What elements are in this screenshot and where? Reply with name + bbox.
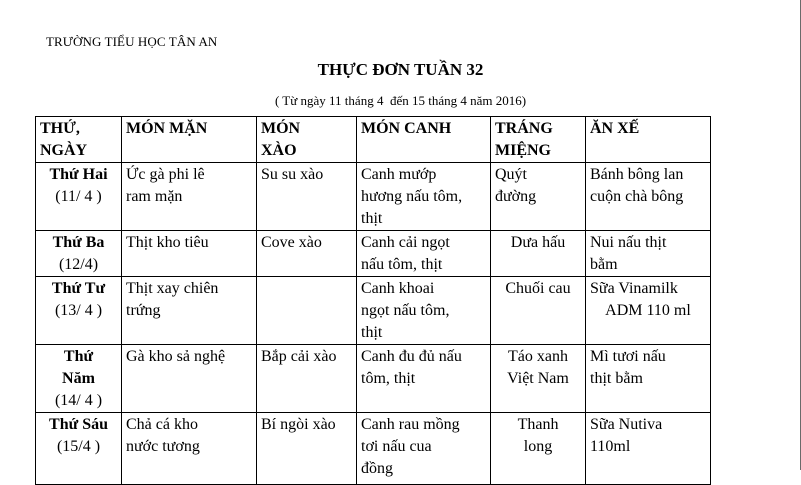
cell-line: hương nấu tôm, xyxy=(361,188,463,205)
cell-line: Cove xào xyxy=(261,234,322,251)
cell-line: Canh mướp xyxy=(361,166,437,183)
col-header-snack xyxy=(586,117,711,163)
soup-cell xyxy=(357,413,491,485)
table-row xyxy=(36,163,711,231)
day-name: Thứ Sáu xyxy=(49,416,108,433)
cell-line: Bí ngòi xào xyxy=(261,416,336,433)
cell-line: Bánh bông lan xyxy=(590,166,684,183)
cell-line: Sữa Nutiva xyxy=(590,416,663,433)
cell-line: Thịt kho tiêu xyxy=(126,234,209,251)
stir-fry-cell xyxy=(257,231,357,277)
snack-cell xyxy=(586,277,711,345)
dessert-cell xyxy=(491,163,586,231)
stir-fry-cell xyxy=(257,277,357,345)
date-range: ( Từ ngày 11 tháng 4 đến 15 tháng 4 năm 2016) xyxy=(274,93,527,108)
soup-cell xyxy=(357,277,491,345)
day-cell xyxy=(36,345,122,413)
table-row xyxy=(36,231,711,277)
snack-cell xyxy=(586,413,711,485)
table-header-row xyxy=(36,117,711,163)
col-header-line: THỨ, xyxy=(40,120,80,137)
school-name: TRƯỜNG TIỂU HỌC TÂN AN xyxy=(46,34,218,49)
main-dish-cell xyxy=(122,345,257,413)
col-header-line: MÓN MẶN xyxy=(126,120,208,137)
dessert-cell xyxy=(491,277,586,345)
cell-line: ngọt nấu tôm, xyxy=(361,302,450,319)
main-dish-cell xyxy=(122,277,257,345)
day-date: (13/ 4 ) xyxy=(54,302,103,319)
cell-line: ram mặn xyxy=(126,188,183,205)
weekly-menu-table xyxy=(35,116,711,485)
snack-cell xyxy=(586,231,711,277)
main-dish-cell xyxy=(122,163,257,231)
day-date: (14/ 4 ) xyxy=(54,392,103,409)
cell-line: Ức gà phi lê xyxy=(126,166,205,183)
stir-fry-cell xyxy=(257,163,357,231)
col-header-day xyxy=(36,117,122,163)
day-name: Thứ Tư xyxy=(51,280,106,297)
day-cell xyxy=(36,413,122,485)
main-dish-cell xyxy=(122,231,257,277)
col-header-stir-fry xyxy=(257,117,357,163)
day-cell xyxy=(36,231,122,277)
col-header-line: XÀO xyxy=(261,142,297,159)
main-dish-cell xyxy=(122,413,257,485)
day-name: Thứ xyxy=(63,348,94,365)
table-row xyxy=(36,413,711,485)
soup-cell xyxy=(357,231,491,277)
cell-line: Su su xào xyxy=(261,166,324,183)
cell-line: ADM 110 ml xyxy=(605,302,691,319)
col-header-line: NGÀY xyxy=(40,142,88,159)
cell-line: Dưa hấu xyxy=(510,234,566,251)
cell-line: Gà kho sả nghệ xyxy=(126,348,226,365)
snack-cell xyxy=(586,345,711,413)
cell-line: Mì tươi nấu xyxy=(590,348,666,365)
cell-line: Táo xanh xyxy=(508,348,568,365)
cell-line: đồng xyxy=(361,460,393,477)
table-row xyxy=(36,345,711,413)
cell-line: Canh đu đủ nấu xyxy=(361,348,462,365)
cell-line: thịt xyxy=(361,210,383,227)
menu-title: THỰC ĐƠN TUẦN 32 xyxy=(317,60,484,79)
cell-line: Bắp cải xào xyxy=(261,348,337,365)
cell-line: nước tương xyxy=(126,438,200,455)
day-date: (11/ 4 ) xyxy=(55,188,102,205)
table-row xyxy=(36,277,711,345)
col-header-line: MIỆNG xyxy=(495,142,551,159)
cell-line: Thịt xay chiên xyxy=(126,280,219,297)
cell-line: Canh khoai xyxy=(361,280,435,297)
cell-line: Canh rau mồng xyxy=(361,416,460,433)
cell-line: Thanh xyxy=(517,416,559,433)
col-header-soup xyxy=(357,117,491,163)
soup-cell xyxy=(357,345,491,413)
cell-line: Nui nấu thịt xyxy=(590,234,667,251)
cell-line: thịt bằm xyxy=(590,370,643,387)
stir-fry-cell xyxy=(257,413,357,485)
cell-line: đường xyxy=(495,188,537,205)
stir-fry-cell xyxy=(257,345,357,413)
cell-line: bằm xyxy=(590,256,618,273)
day-cell xyxy=(36,277,122,345)
cell-line: Canh cải ngọt xyxy=(361,234,450,251)
col-header-main-dish xyxy=(122,117,257,163)
col-header-line: MÓN CANH xyxy=(361,120,452,137)
dessert-cell xyxy=(491,231,586,277)
cell-line: tôm, thịt xyxy=(361,370,416,387)
cell-line: 110ml xyxy=(590,438,631,455)
dessert-cell xyxy=(491,345,586,413)
col-header-line: TRÁNG xyxy=(495,120,553,137)
cell-line: Việt Nam xyxy=(507,370,569,387)
day-name: Thứ Hai xyxy=(49,166,108,183)
col-header-dessert xyxy=(491,117,586,163)
cell-line: nấu tôm, thịt xyxy=(361,256,443,273)
col-header-line: MÓN xyxy=(261,120,301,137)
day-date: (12/4) xyxy=(58,256,99,273)
cell-line: long xyxy=(523,438,553,455)
day-cell xyxy=(36,163,122,231)
cell-line: Chả cá kho xyxy=(126,416,198,433)
cell-line: cuộn chà bông xyxy=(590,188,684,205)
cell-line: thịt xyxy=(361,324,383,341)
day-name: Thứ Ba xyxy=(52,234,105,251)
dessert-cell xyxy=(491,413,586,485)
cell-line: tơi nấu cua xyxy=(361,438,432,455)
day-name: Năm xyxy=(62,370,95,387)
soup-cell xyxy=(357,163,491,231)
day-date: (15/4 ) xyxy=(56,438,101,455)
cell-line: Quýt xyxy=(495,166,527,183)
cell-line: Sữa Vinamilk xyxy=(590,280,678,297)
col-header-line: ĂN XẾ xyxy=(590,120,640,137)
snack-cell xyxy=(586,163,711,231)
cell-line: trứng xyxy=(126,302,161,319)
cell-line: Chuối cau xyxy=(505,280,571,297)
